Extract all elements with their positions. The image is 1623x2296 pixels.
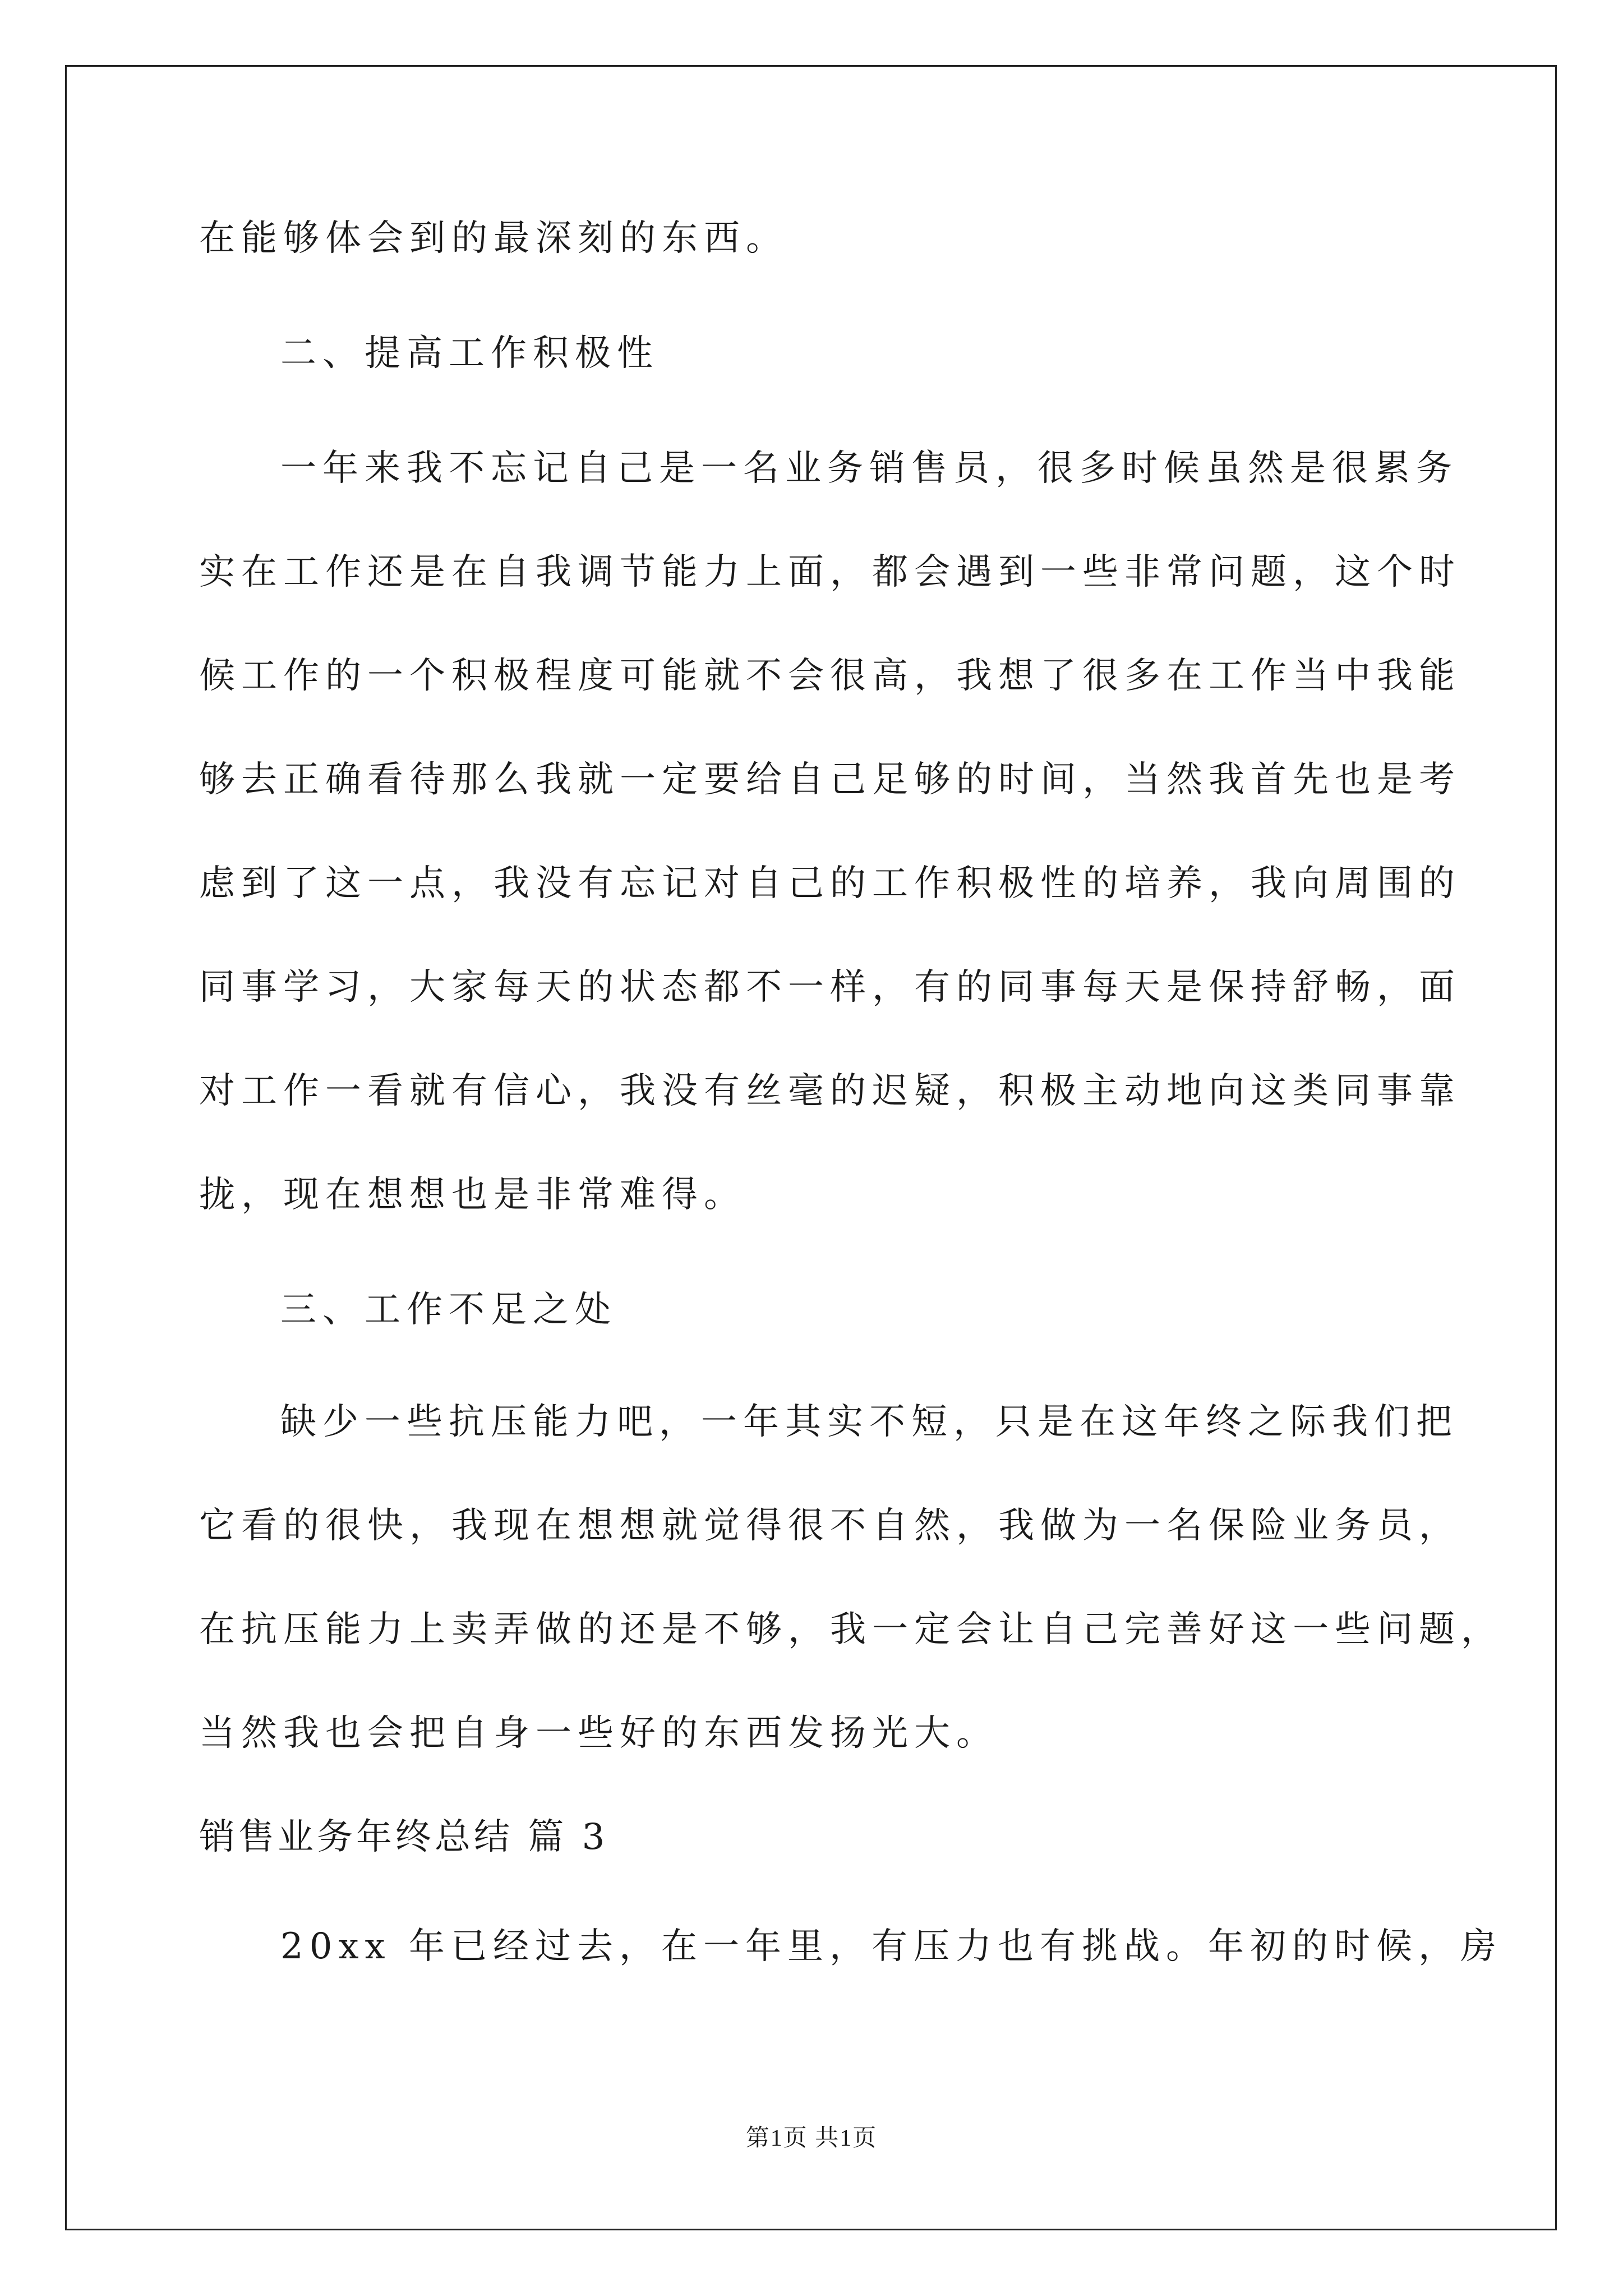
text-line: 在抗压能力上卖弄做的还是不够，我一定会让自己完善好这一些问题，: [199, 1609, 1503, 1650]
text-line: 实在工作还是在自我调节能力上面，都会遇到一些非常问题，这个时: [199, 551, 1461, 593]
text-line: 它看的很快，我现在想想就觉得很不自然，我做为一名保险业务员，: [199, 1505, 1461, 1547]
section-heading: 三、工作不足之处: [280, 1289, 617, 1331]
text-line: 在能够体会到的最深刻的东西。: [199, 218, 788, 259]
text-line: 同事学习，大家每天的状态都不一样，有的同事每天是保持舒畅，面: [199, 967, 1461, 1008]
page-number-footer: 第1页 共1页: [745, 2125, 878, 2151]
section-heading: 二、提高工作积极性: [280, 333, 659, 374]
text-line: 拢，现在想想也是非常难得。: [199, 1174, 746, 1216]
text-line: 缺少一些抗压能力吧，一年其实不短，只是在这年终之际我们把: [280, 1401, 1458, 1443]
text-line: 候工作的一个积极程度可能就不会很高，我想了很多在工作当中我能: [199, 655, 1461, 697]
text-line: 一年来我不忘记自己是一名业务销售员，很多时候虽然是很累务: [280, 448, 1458, 489]
text-line: 够去正确看待那么我就一定要给自己足够的时间，当然我首先也是考: [199, 759, 1461, 800]
text-line: 20xx 年已经过去，在一年里，有压力也有挑战。年初的时候，房: [280, 1926, 1502, 1967]
page-border: [65, 65, 1557, 2230]
text-line: 当然我也会把自身一些好的东西发扬光大。: [199, 1713, 998, 1754]
article-title: 销售业务年终总结 篇 3: [199, 1816, 608, 1858]
text-line: 虑到了这一点，我没有忘记对自己的工作积极性的培养，我向周围的: [199, 863, 1461, 904]
text-line: 对工作一看就有信心，我没有丝毫的迟疑，积极主动地向这类同事靠: [199, 1070, 1461, 1112]
